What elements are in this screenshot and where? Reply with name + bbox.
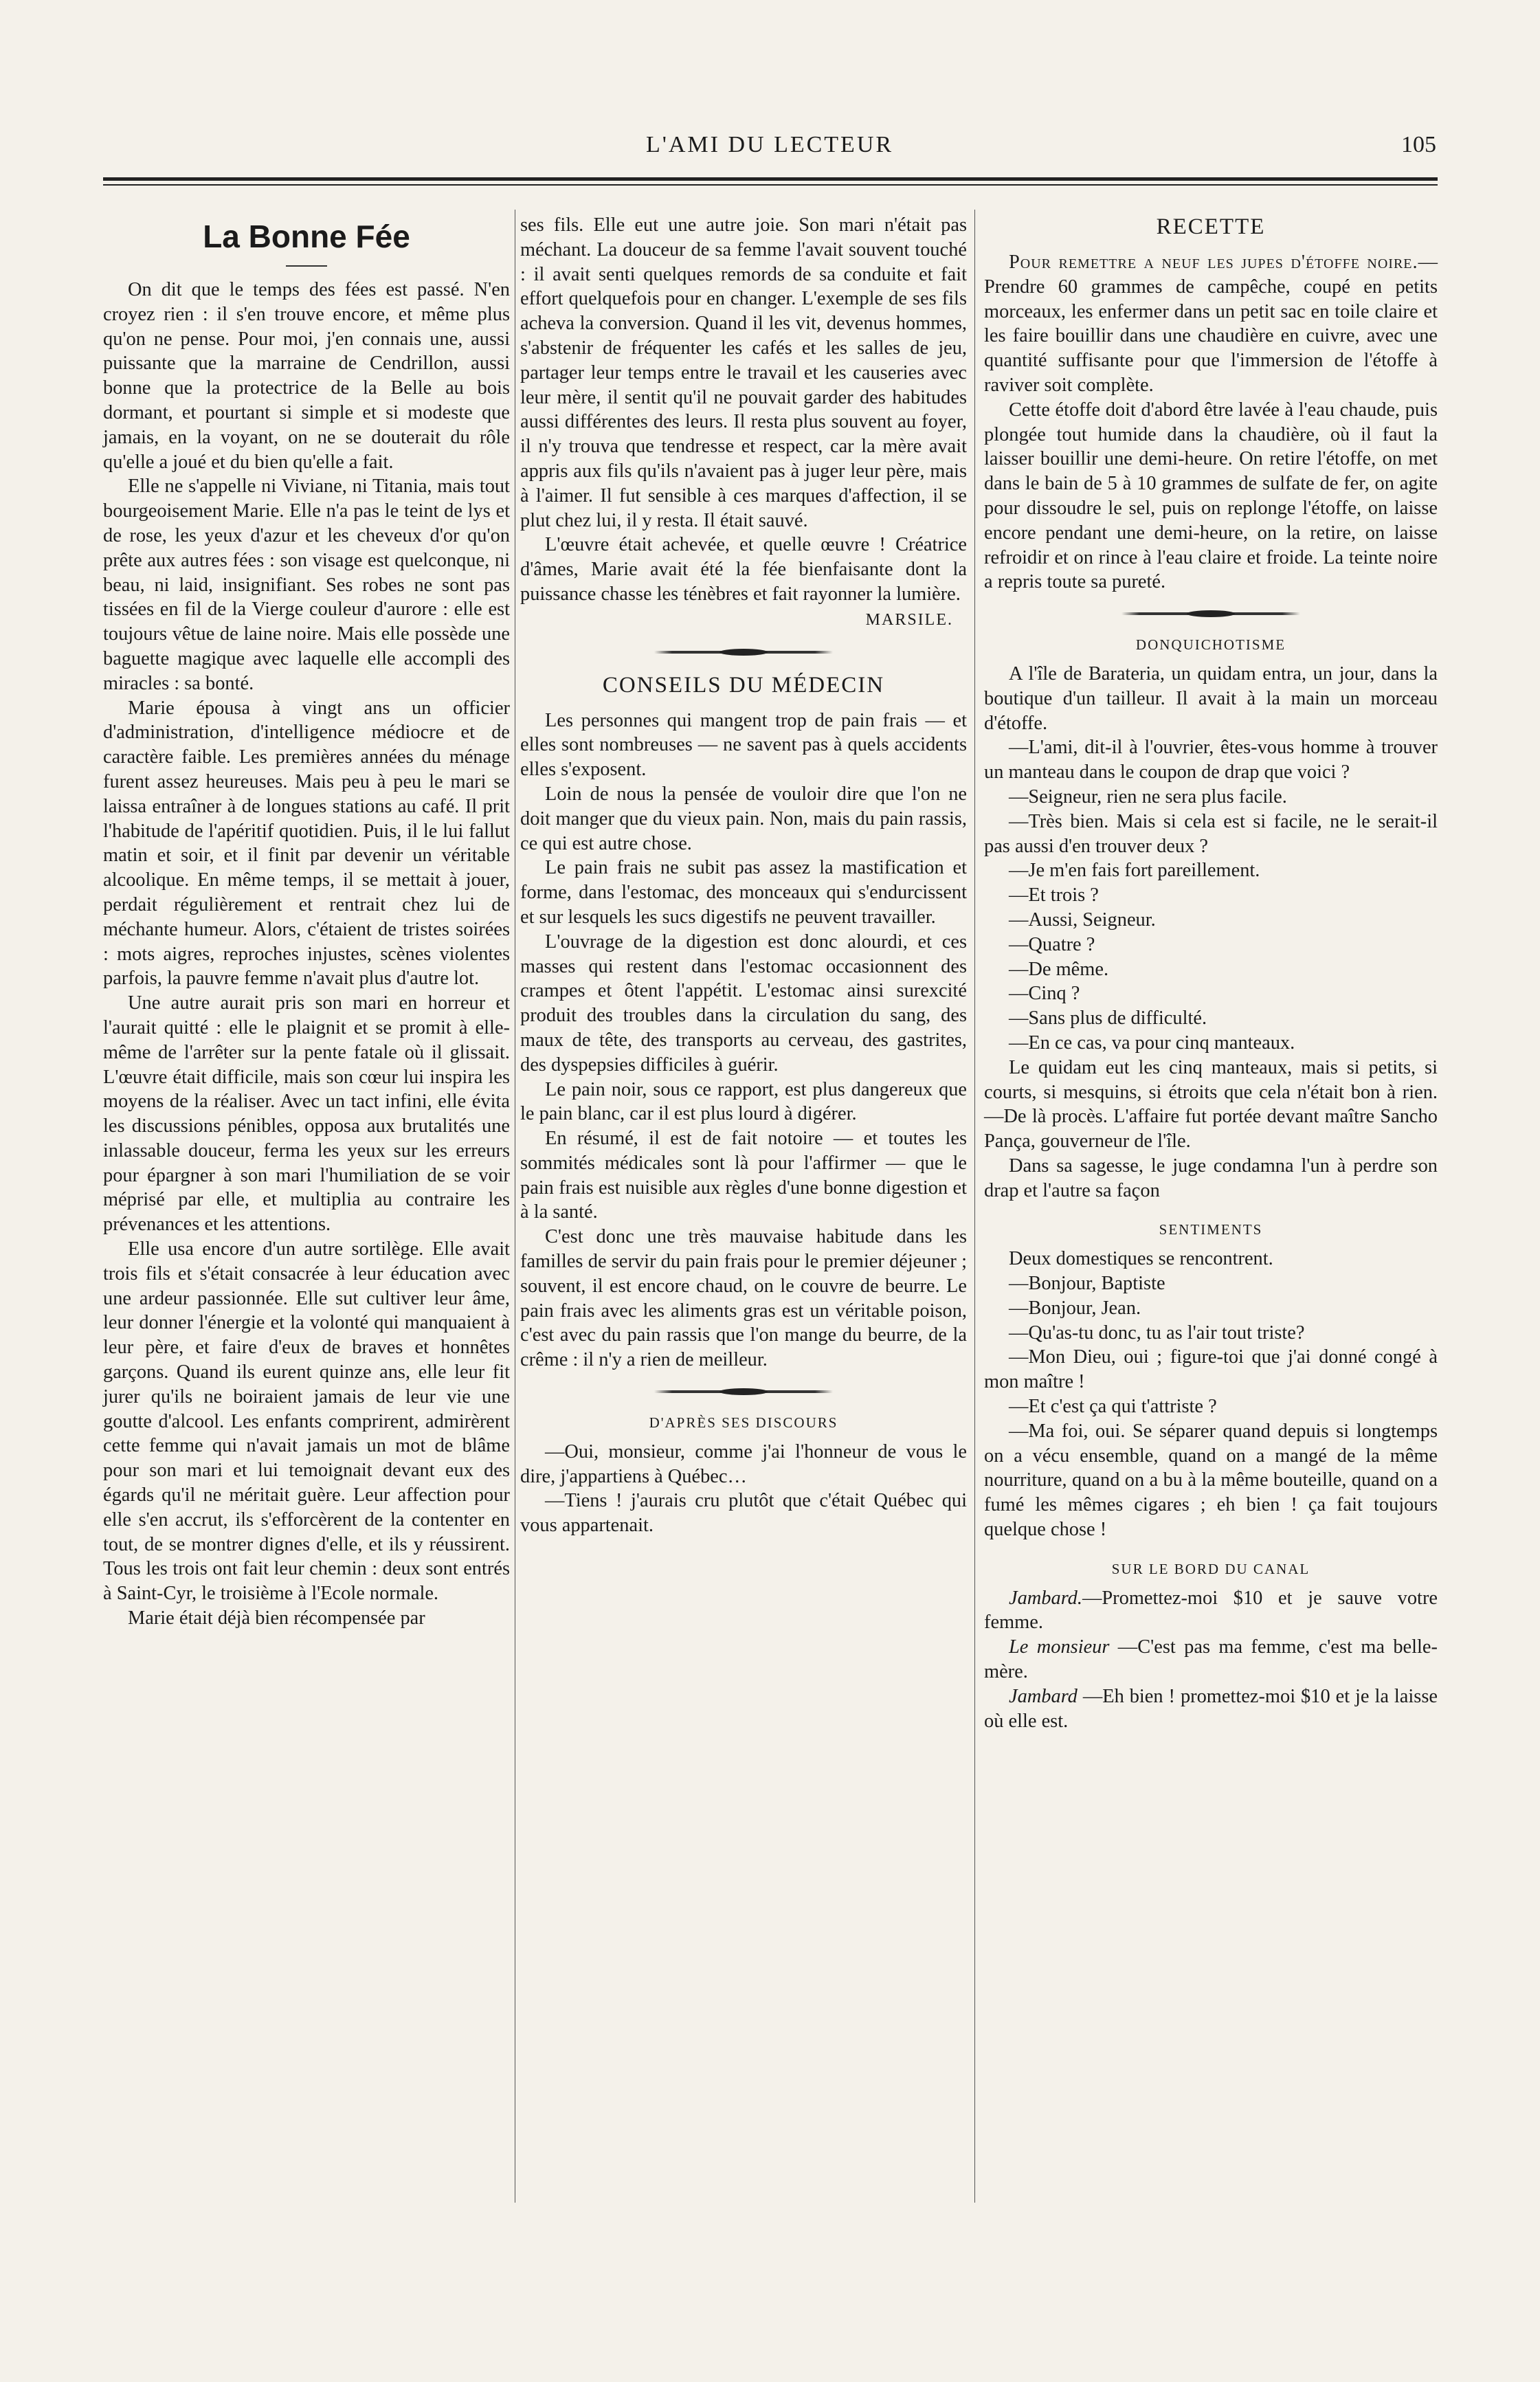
paragraph: Le quidam eut les cinq manteaux, mais si petits, si courts, si mesquins, si étroits que cela n'était bon à rien. —De là procès. L'affaire fut portée devant maître Sancho Pança, gouverneur de l'île. [984,1056,1438,1153]
paragraph [984,250,1438,398]
paragraph: —Bonjour, Baptiste [1009,1273,1165,1295]
paragraph: En résumé, il est de fait notoire — et toutes les sommités médicales sont là pour l'affirmer — que le pain frais est nuisible aux règles d'une bonne digestion et à la santé. [520,1128,967,1223]
title-rule [286,265,327,267]
paragraph: —Tiens ! j'aurais cru plutôt que c'était Québec qui vous appartenait. [520,1490,967,1537]
paragraph [984,1586,1438,1636]
running-header [103,132,1436,166]
paragraph: —Oui, monsieur, comme j'ai l'honneur de vous le dire, j'appartiens à Québec… [520,1440,967,1487]
speaker: Jambard. [1009,1587,1082,1609]
paragraph: —Aussi, Seigneur. [1009,909,1156,931]
recipe-lead: Pour remettre a neuf les jupes d'étoffe noire. [1009,252,1418,273]
section-ornament [654,1390,833,1393]
dialogue-line: —C'est pas ma femme, c'est ma belle-mère. [984,1636,1438,1683]
paragraph: —Très bien. Mais si cela est si facile, ne le serait-il pas aussi d'en trouver deux ? [984,810,1438,857]
paragraph: Marie était déjà bien récompensée par [128,1607,425,1629]
section-ornament [654,651,833,654]
paragraph [984,1684,1438,1734]
paragraph: Marie épousa à vingt ans un officier d'administration, d'intelligence médiocre et de caractère faible. Les premières années du ménage furent assez heureuses. Mais peu à peu le mari se laissa entraîner à de longues stations au café. Il prit l'habitude de l'apéritif quotidien. Puis, il le lui fallut matin et soir, et il finit par devenir un véritable alcoolique. En même temps, il se mettait à jouer, perdait régulièrement et rentrait chez lui de méchante humeur. Alors, c'étaient de tristes soirées : mots aigres, reproches injustes, scènes violentes parfois, la pauvre femme n'avait plus d'autre lot. [103,697,510,990]
paragraph: L'œuvre était achevée, et quelle œuvre ! Créatrice d'âmes, Marie avait été la fée bienfaisante dont la puissance chasse les ténèbres et fait rayonner la lumière. [520,534,967,605]
section-title-donquichotisme: DONQUICHOTISME [1135,636,1286,654]
paragraph: —Cinq ? [1009,983,1080,1005]
column-3 [984,213,1438,1733]
paragraph: —L'ami, dit-il à l'ouvrier, êtes-vous homme à trouver un manteau dans le coupon de drap que voici ? [984,737,1438,783]
paragraph: —Je m'en fais fort pareillement. [1009,860,1260,882]
header-rule-thick [103,177,1438,181]
paragraph: Elle ne s'appelle ni Viviane, ni Titania, mais tout bourgeoisement Marie. Elle n'a pas le teint de lys et de rose, les yeux d'azur et les cheveux d'or qu'on prête aux autres fées : son visage est quelconque, ni beau, ni laid, insignifiant. Ses robes ne sont pas tissées en fil de la Vierge couleur d'aurore : elle est toujours vêtue de laine noire. Mais elle possède une baguette magique avec laquelle elle accompli des miracles : sa bonté. [103,476,510,694]
paragraph: —En ce cas, va pour cinq manteaux. [1009,1032,1295,1054]
recipe-text: —Prendre 60 grammes de campêche, coupé en petits morceaux, les enfermer dans un petit sac en toile claire et les faire bouillir dans une chaudière en cuivre, avec une quantité suffisante pour que l'immersion de l'étoffe à raviver soit complète. [984,252,1438,396]
paragraph: —Seigneur, rien ne sera plus facile. [1009,786,1287,808]
paragraph: ses fils. Elle eut une autre joie. Son mari n'était pas méchant. La douceur de sa femme l'avait souvent touché : il avait senti quelques remords de sa conduite et fait effort quelquefois pour en changer. L'exemple de ses fils acheva la conversion. Quand il les vit, devenus hommes, s'abstenir de fréquenter les cafés et les salles de jeu, partager leur temps entre le travail et les causeries avec leur mère, il sentit qu'il ne pouvait garder des habitudes aussi différentes des leurs. Il resta plus souvent au foyer, il n'y trouva que tendresse et respect, car la mère avait appris aux fils qu'ils n'avaient pas à juger leur père, mais à l'aimer. Il fut sensible à ces marques d'affection, il se plut chez lui, il y resta. Il était sauvé. [520,214,967,531]
paragraph: A l'île de Barateria, un quidam entra, un jour, dans la boutique d'un tailleur. Il avait à la main un morceau d'étoffe. [984,663,1438,734]
column-1 [103,213,510,1631]
paragraph: On dit que le temps des fées est passé. N'en croyez rien : il s'en trouve encore, et même plus qu'on ne pense. Pour moi, j'en connais une, aussi puissante que la marraine de Cendrillon, aussi bonne que la protectrice de la Belle au bois dormant, et pourtant si simple et si modeste que jamais, en la voyant, on ne se douterait du rôle qu'elle a joué et du bien qu'elle a fait. [103,279,510,473]
paragraph: L'ouvrage de la digestion est donc alourdi, et ces masses qui restent dans l'estomac occasionnent des crampes et ôtent l'appétit. L'estomac ainsi surexcité produit des troubles dans la circulation du sang, des maux de tête, des transports au cerveau, des gastrites, des dyspepsies difficiles à guérir. [520,931,967,1076]
author-signature: MARSILE. [865,610,953,629]
paragraph: —Quatre ? [1009,933,1095,955]
paragraph [984,1635,1438,1684]
paragraph: —Ma foi, oui. Se séparer quand depuis si longtemps on a vécu ensemble, quand on a mangé de la même nourriture, quand on a bu à la même bouteille, quand on a fumé les mêmes cigares ; eh bien ! ça fait toujours quelque chose ! [984,1420,1438,1541]
paragraph: —De même. [1009,958,1109,980]
journal-title: L'AMI DU LECTEUR [645,132,894,157]
column-2 [520,213,967,1538]
paragraph: Le pain noir, sous ce rapport, est plus dangereux que le pain blanc, car il est plus lourd à digérer. [520,1078,967,1125]
paragraph: Les personnes qui mangent trop de pain frais — et elles sont nombreuses — ne savent pas à quels accidents elles s'exposent. [520,709,967,781]
paragraph: —Et c'est ça qui t'attriste ? [1009,1396,1217,1418]
paragraph: Elle usa encore d'un autre sortilège. Elle avait trois fils et s'était consacrée à leur éducation avec une ardeur passionnée. Elle sut cultiver leur âme, leur donner l'énergie et la volonté qui manquaient à leur père, et faire d'eux de braves et honnêtes garçons. Quand ils eurent quinze ans, elle leur fit jurer qu'ils ne boiraient jamais de leur vie une goutte d'alcool. Les enfants comprirent, admirèrent cette femme qui n'avait jamais un mot de blâme pour son mari et lui temoignait devant eux des égards qu'il ne méritait guère. Leur affection pour elle s'en accrut, ils s'efforcèrent de la contenter en tout, de se montrer dignes d'elle, et ils y réussirent. Tous les trois ont fait leur chemin : deux sont entrés à Saint-Cyr, le troisième à l'Ecole normale. [103,1238,510,1605]
speaker: Le monsieur [1009,1636,1110,1658]
section-title-canal: SUR LE BORD DU CANAL [1111,1560,1310,1577]
paragraph: Cette étoffe doit d'abord être lavée à l'eau chaude, puis plongée tout humide dans la chaudière, où il faut la laisser bouillir une demi-heure. On retire l'étoffe, on met dans le bain de 5 à 10 grammes de sulfate de fer, on agite pour dissoudre le sel, puis on replonge l'étoffe, on laisse encore pendant une demi-heure, on la retire, on laisse refroidir et on rince à l'eau claire et froide. La teinte noire a repris toute sa pureté. [984,399,1438,593]
column-divider [974,210,975,2203]
section-title-discours: D'APRÈS SES DISCOURS [649,1414,838,1432]
section-title-sentiments: SENTIMENTS [1159,1221,1263,1238]
speaker: Jambard [1009,1685,1078,1707]
paragraph: Dans sa sagesse, le juge condamna l'un à perdre son drap et l'autre sa façon [984,1155,1438,1201]
paragraph: Le pain frais ne subit pas assez la mastification et forme, dans l'estomac, des monceaux qui s'endurcissent et sur lesquels les sucs digestifs ne peuvent travailler. [520,857,967,928]
article-title-bonne-fee: La Bonne Fée [203,219,410,254]
section-title-recette: RECETTE [1156,214,1266,239]
paragraph: —Et trois ? [1009,884,1099,906]
paragraph: Une autre aurait pris son mari en horreur et l'aurait quitté : elle le plaignit et se promit à elle-même de l'arrêter sur la pente fatale où il glissait. L'œuvre était difficile, mais son cœur lui inspira les moyens de la réaliser. Avec un tact infini, elle évita les discussions pénibles, opposa aux brutalités une inlassable douceur, ferma les yeux sur les erreurs pour épargner à son mari l'humiliation de se voir méprisé par elle, et multiplia au contraire les prévenances et les attentions. [103,992,510,1236]
paragraph: Deux domestiques se rencontrent. [1009,1248,1273,1270]
paragraph: Loin de nous la pensée de vouloir dire que l'on ne doit manger que du vieux pain. Non, mais du pain rassis, ce qui est autre chose. [520,783,967,854]
page-number: 105 [1401,132,1436,157]
section-title-conseils: CONSEILS DU MÉDECIN [602,672,885,698]
paragraph: —Sans plus de difficulté. [1009,1008,1207,1029]
paragraph: —Mon Dieu, oui ; figure-toi que j'ai donné congé à mon maître ! [984,1346,1438,1393]
paragraph: —Bonjour, Jean. [1009,1297,1141,1319]
paragraph: C'est donc une très mauvaise habitude dans les familles de servir du pain frais pour le premier déjeuner ; souvent, il est encore chaud, on le couvre de beurre. Le pain frais avec les aliments gras est un véritable poison, c'est avec du pain rassis que l'on mange du beurre, de la crême : il n'y a rien de meilleur. [520,1226,967,1371]
section-ornament [1121,612,1300,615]
header-rule-thin [103,184,1438,186]
paragraph: —Qu'as-tu donc, tu as l'air tout triste? [1009,1322,1305,1344]
dialogue-line: —Eh bien ! promettez-moi $10 et je la laisse où elle est. [984,1685,1438,1732]
dialogue-line: —Promettez-moi $10 et je sauve votre femme. [984,1587,1438,1634]
